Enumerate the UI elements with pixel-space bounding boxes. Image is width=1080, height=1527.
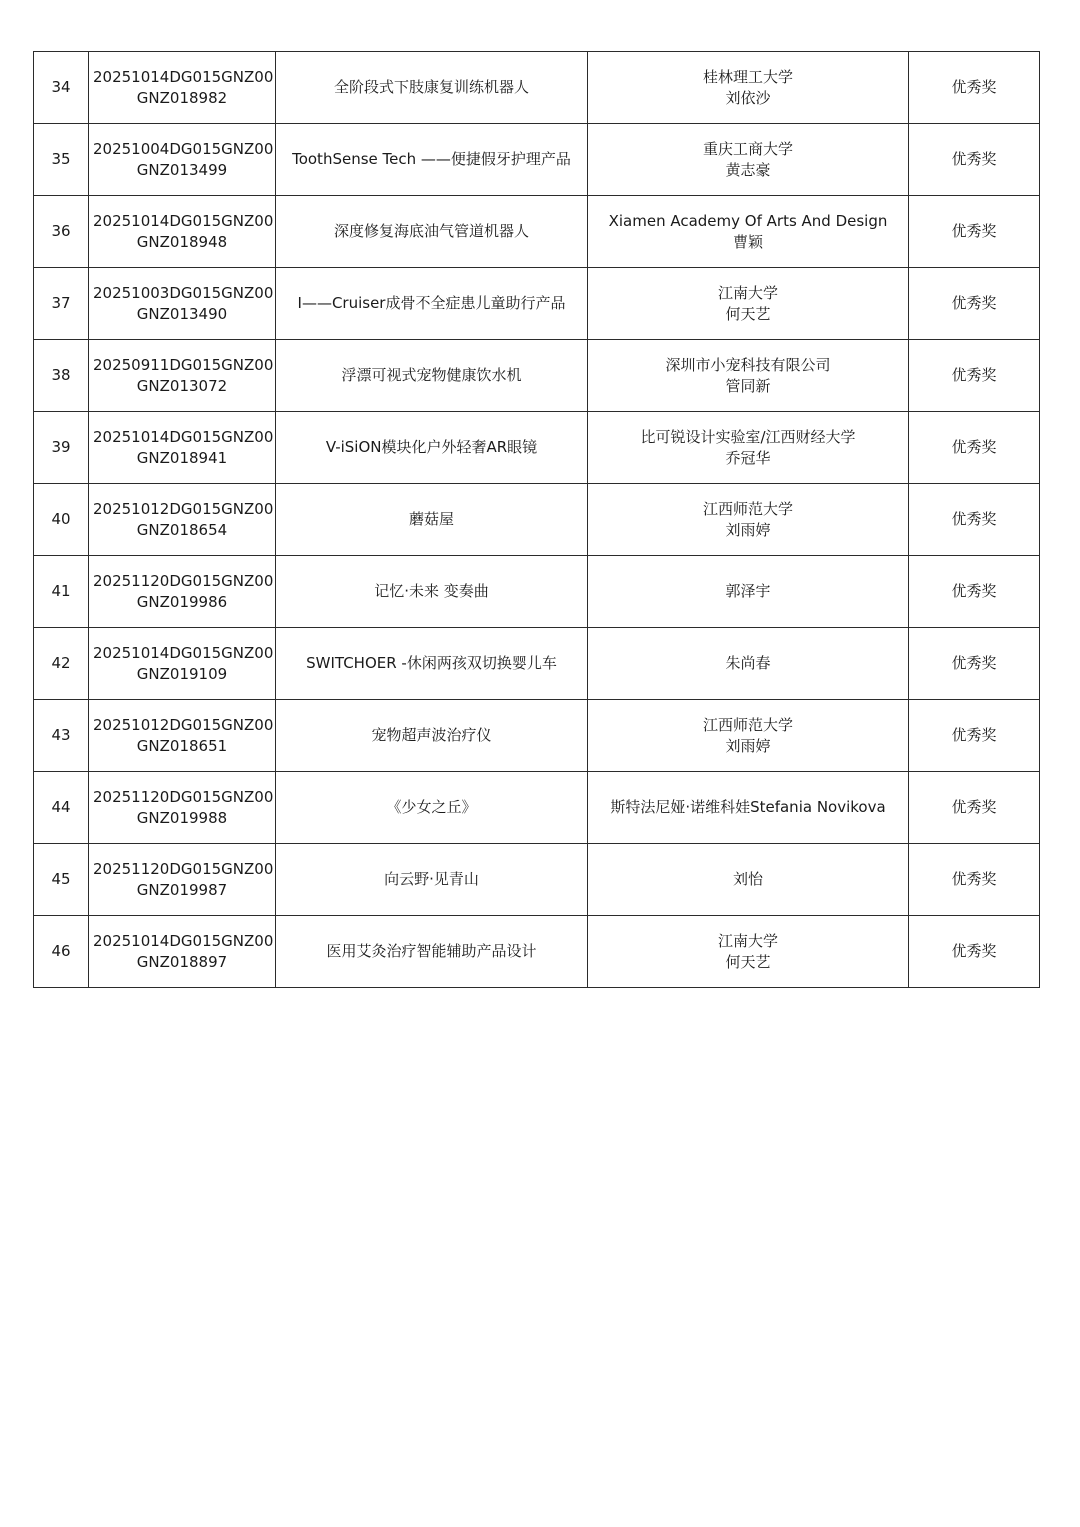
table-row — [34, 268, 1040, 340]
work-title-text: ToothSense Tech ——便捷假牙护理产品 — [292, 150, 571, 168]
unit-author-line: 刘依沙 — [725, 88, 771, 107]
unit-author-line: 比可锐设计实验室/江西财经大学 — [640, 427, 856, 446]
work-title — [276, 700, 588, 772]
award-level: 优秀奖 — [909, 412, 1040, 484]
entry-code-line: GNZ019986 — [136, 592, 228, 611]
award-level: 优秀奖 — [909, 916, 1040, 988]
table-row — [34, 196, 1040, 268]
row-number: 41 — [34, 556, 89, 628]
entry-code-line: 20251003DG015GNZ00 — [93, 283, 274, 302]
unit-author-cell — [588, 196, 909, 268]
entry-code-cell — [89, 844, 276, 916]
work-title-text: 医用艾灸治疗智能辅助产品设计 — [326, 942, 537, 960]
entry-code-line: 20251012DG015GNZ00 — [93, 715, 274, 734]
row-number: 34 — [34, 52, 89, 124]
unit-author-line: 刘雨婷 — [725, 520, 771, 539]
entry-code-cell — [89, 916, 276, 988]
entry-code-line: 20251120DG015GNZ00 — [93, 787, 274, 806]
entry-code-cell — [89, 772, 276, 844]
unit-author-cell — [588, 916, 909, 988]
unit-author-line: 郭泽宇 — [725, 582, 771, 600]
unit-author-line: 何天艺 — [725, 952, 771, 971]
unit-author-line: 桂林理工大学 — [702, 67, 793, 86]
awards-table-body — [34, 52, 1040, 988]
table-row — [34, 628, 1040, 700]
award-level: 优秀奖 — [909, 124, 1040, 196]
award-level: 优秀奖 — [909, 556, 1040, 628]
unit-author-line: 重庆工商大学 — [702, 139, 793, 158]
work-title — [276, 52, 588, 124]
work-title — [276, 556, 588, 628]
entry-code-line: GNZ018982 — [136, 88, 228, 107]
entry-code-line: GNZ018654 — [136, 520, 228, 539]
work-title-text: 浮漂可视式宠物健康饮水机 — [341, 366, 522, 384]
entry-code-line: GNZ013499 — [136, 160, 228, 179]
work-title — [276, 772, 588, 844]
entry-code-line: GNZ018897 — [136, 952, 228, 971]
unit-author-line: 何天艺 — [725, 304, 771, 323]
unit-author-line: 江西师范大学 — [702, 715, 793, 734]
entry-code-cell — [89, 700, 276, 772]
entry-code-line: 20251014DG015GNZ00 — [93, 643, 274, 662]
row-number: 42 — [34, 628, 89, 700]
unit-author-cell — [588, 52, 909, 124]
unit-author-line: 江南大学 — [717, 931, 778, 950]
award-level: 优秀奖 — [909, 844, 1040, 916]
unit-author-cell — [588, 844, 909, 916]
entry-code-cell — [89, 412, 276, 484]
table-row — [34, 340, 1040, 412]
unit-author-cell — [588, 772, 909, 844]
entry-code-line: 20251012DG015GNZ00 — [93, 499, 274, 518]
award-level: 优秀奖 — [909, 700, 1040, 772]
unit-author-line: 斯特法尼娅·诺维科娃Stefania Novikova — [610, 798, 886, 816]
work-title — [276, 916, 588, 988]
work-title-text: 深度修复海底油气管道机器人 — [333, 222, 529, 240]
work-title-text: 记忆·未来 变奏曲 — [374, 582, 489, 600]
entry-code-line: GNZ019988 — [136, 808, 228, 827]
unit-author-cell — [588, 340, 909, 412]
entry-code-line: 20251014DG015GNZ00 — [93, 427, 274, 446]
unit-author-line: 管同新 — [725, 376, 771, 395]
table-row — [34, 700, 1040, 772]
entry-code-cell — [89, 484, 276, 556]
work-title — [276, 268, 588, 340]
unit-author-line: 江西师范大学 — [702, 499, 793, 518]
work-title-text: 宠物超声波治疗仪 — [371, 726, 492, 744]
entry-code-line: GNZ019987 — [136, 880, 228, 899]
unit-author-line: 乔冠华 — [725, 448, 771, 467]
work-title — [276, 196, 588, 268]
work-title — [276, 340, 588, 412]
entry-code-cell — [89, 556, 276, 628]
entry-code-cell — [89, 196, 276, 268]
unit-author-line: 江南大学 — [717, 283, 778, 302]
work-title-text: I——Cruiser成骨不全症患儿童助行产品 — [297, 294, 566, 312]
entry-code-line: GNZ019109 — [136, 664, 228, 683]
unit-author-cell — [588, 700, 909, 772]
row-number: 38 — [34, 340, 89, 412]
entry-code-line: 20251014DG015GNZ00 — [93, 931, 274, 950]
entry-code-line: GNZ018948 — [136, 232, 228, 251]
award-level: 优秀奖 — [909, 340, 1040, 412]
entry-code-cell — [89, 340, 276, 412]
entry-code-line: 20251014DG015GNZ00 — [93, 211, 274, 230]
work-title-text: SWITCHOER -休闲两孩双切换婴儿车 — [306, 654, 557, 672]
table-row — [34, 412, 1040, 484]
row-number: 39 — [34, 412, 89, 484]
work-title-text: 《少女之丘》 — [386, 798, 477, 816]
entry-code-line: GNZ018651 — [136, 736, 228, 755]
work-title-text: 全阶段式下肢康复训练机器人 — [333, 78, 529, 96]
table-row — [34, 772, 1040, 844]
table-row — [34, 124, 1040, 196]
entry-code-line: GNZ018941 — [136, 448, 228, 467]
entry-code-cell — [89, 268, 276, 340]
row-number: 43 — [34, 700, 89, 772]
unit-author-line: 黄志豪 — [725, 160, 771, 179]
work-title — [276, 124, 588, 196]
entry-code-line: 20251004DG015GNZ00 — [93, 139, 274, 158]
table-row — [34, 484, 1040, 556]
entry-code-cell — [89, 52, 276, 124]
award-level: 优秀奖 — [909, 772, 1040, 844]
entry-code-line: GNZ013490 — [136, 304, 228, 323]
row-number: 40 — [34, 484, 89, 556]
unit-author-line: 曹颖 — [732, 232, 763, 251]
award-level: 优秀奖 — [909, 196, 1040, 268]
entry-code-cell — [89, 628, 276, 700]
award-level: 优秀奖 — [909, 484, 1040, 556]
awards-table — [33, 51, 1040, 988]
unit-author-cell — [588, 628, 909, 700]
work-title — [276, 484, 588, 556]
row-number: 45 — [34, 844, 89, 916]
table-row — [34, 916, 1040, 988]
unit-author-line: 刘怡 — [732, 870, 763, 888]
table-row — [34, 844, 1040, 916]
award-level: 优秀奖 — [909, 52, 1040, 124]
work-title — [276, 628, 588, 700]
work-title-text: 蘑菇屋 — [408, 510, 454, 528]
unit-author-line: 深圳市小宠科技有限公司 — [665, 355, 831, 374]
entry-code-line: 20250911DG015GNZ00 — [93, 355, 274, 374]
entry-code-line: 20251014DG015GNZ00 — [93, 67, 274, 86]
award-level: 优秀奖 — [909, 268, 1040, 340]
work-title — [276, 412, 588, 484]
unit-author-line: 朱尚春 — [725, 654, 771, 672]
work-title — [276, 844, 588, 916]
unit-author-cell — [588, 268, 909, 340]
row-number: 37 — [34, 268, 89, 340]
work-title-text: 向云野·见青山 — [384, 870, 479, 888]
unit-author-cell — [588, 412, 909, 484]
table-row — [34, 556, 1040, 628]
row-number: 36 — [34, 196, 89, 268]
unit-author-cell — [588, 556, 909, 628]
unit-author-cell — [588, 124, 909, 196]
entry-code-line: 20251120DG015GNZ00 — [93, 571, 274, 590]
unit-author-line: Xiamen Academy Of Arts And Design — [608, 211, 888, 230]
unit-author-line: 刘雨婷 — [725, 736, 771, 755]
row-number: 46 — [34, 916, 89, 988]
row-number: 35 — [34, 124, 89, 196]
entry-code-cell — [89, 124, 276, 196]
work-title-text: V-iSiON模块化户外轻奢AR眼镜 — [325, 438, 538, 456]
table-row — [34, 52, 1040, 124]
entry-code-line: 20251120DG015GNZ00 — [93, 859, 274, 878]
award-level: 优秀奖 — [909, 628, 1040, 700]
entry-code-line: GNZ013072 — [136, 376, 228, 395]
row-number: 44 — [34, 772, 89, 844]
unit-author-cell — [588, 484, 909, 556]
